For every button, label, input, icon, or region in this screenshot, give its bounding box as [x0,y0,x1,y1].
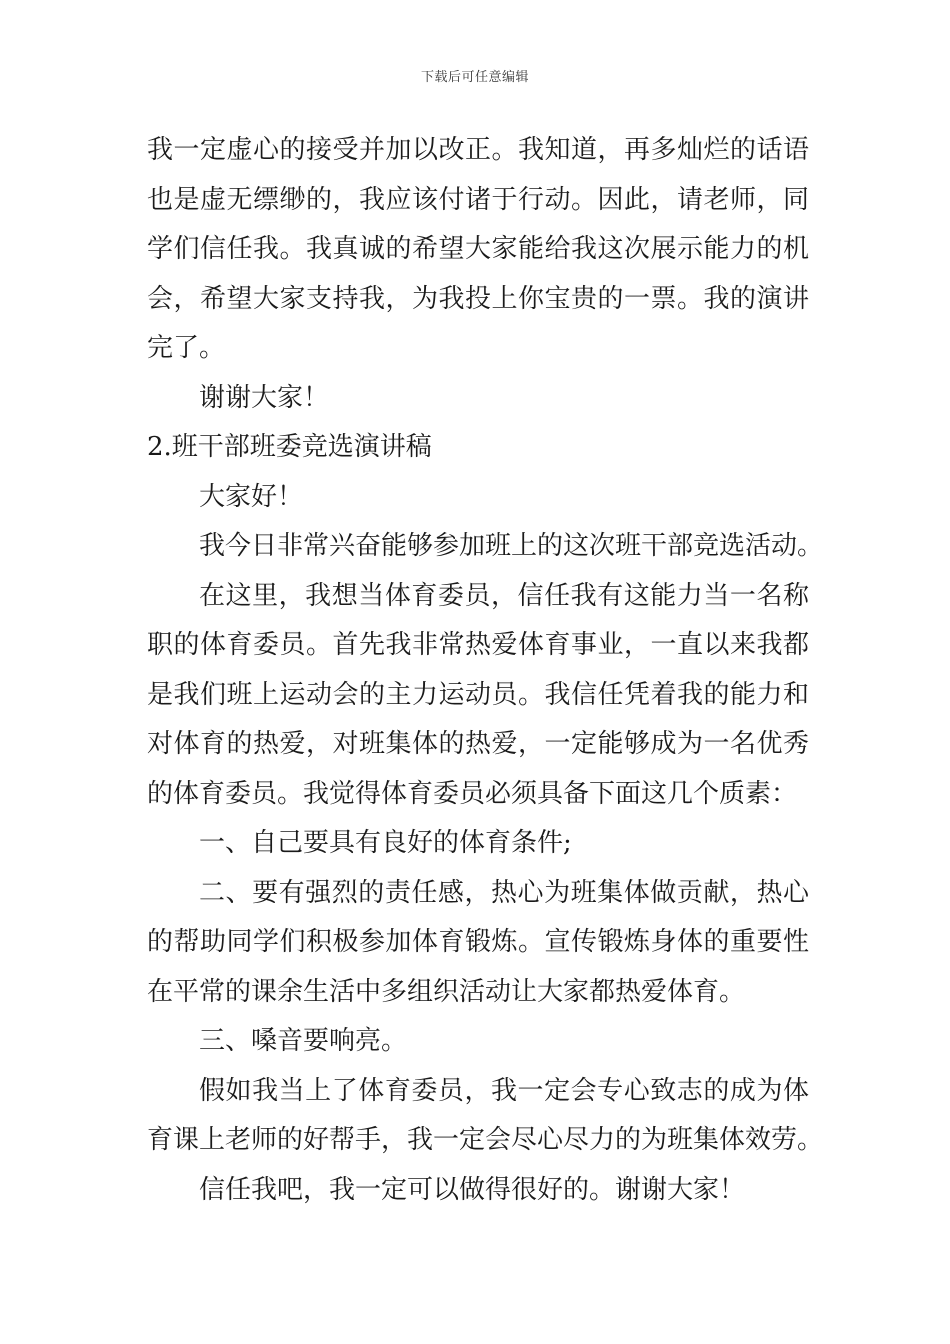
text-line: 完了。 [147,333,226,363]
text-line: 在平常的课余生活中多组织活动让大家都热爱体育。 [147,976,746,1007]
list-item: 一、自己要具有良好的体育条件; [199,828,572,858]
list-item: 三、嗓音要响亮。 [199,1026,408,1056]
list-item: 二、要有强烈的责任感，热心为班集体做贡献，热心 [199,877,809,908]
text-line: 对体育的热爱，对班集体的热爱，一定能够成为一名优秀 [147,729,809,759]
greeting: 大家好！ [199,481,304,512]
text-line: 我今日非常兴奋能够参加班上的这次班干部竞选活动。 [199,531,824,561]
text-line: 的体育委员。我觉得体育委员必须具备下面这几个质素： [147,778,798,809]
text-line: 学们信任我。我真诚的希望大家能给我这次展示能力的机 [147,234,809,264]
text-line: 会，希望大家支持我，为我投上你宝贵的一票。我的演讲 [147,283,809,314]
text-line: 育课上老师的好帮手，我一定会尽心尽力的为班集体效劳。 [147,1125,824,1155]
text-line: 职的体育委员。首先我非常热爱体育事业，一直以来我都 [147,630,809,660]
page-header: 下载后可任意编辑 [420,70,529,85]
document-body [147,126,824,1215]
text-line: 是我们班上运动会的主力运动员。我信任凭着我的能力和 [147,679,809,710]
section-heading: 2.班干部班委竞选演讲稿 [147,432,432,462]
text-line: 假如我当上了体育委员，我一定会专心致志的成为体 [199,1075,809,1106]
text-line: 也是虚无缥缈的，我应该付诸于行动。因此，请老师，同 [147,184,809,215]
closing-thanks: 谢谢大家！ [199,382,330,413]
text-line: 在这里，我想当体育委员，信任我有这能力当一名称 [199,580,809,611]
closing-line: 信任我吧，我一定可以做得很好的。谢谢大家！ [199,1174,746,1205]
text-line: 的帮助同学们积极参加体育锻炼。宣传锻炼身体的重要性 [147,927,809,957]
text-line: 我一定虚心的接受并加以改正。我知道，再多灿烂的话语 [147,135,809,165]
